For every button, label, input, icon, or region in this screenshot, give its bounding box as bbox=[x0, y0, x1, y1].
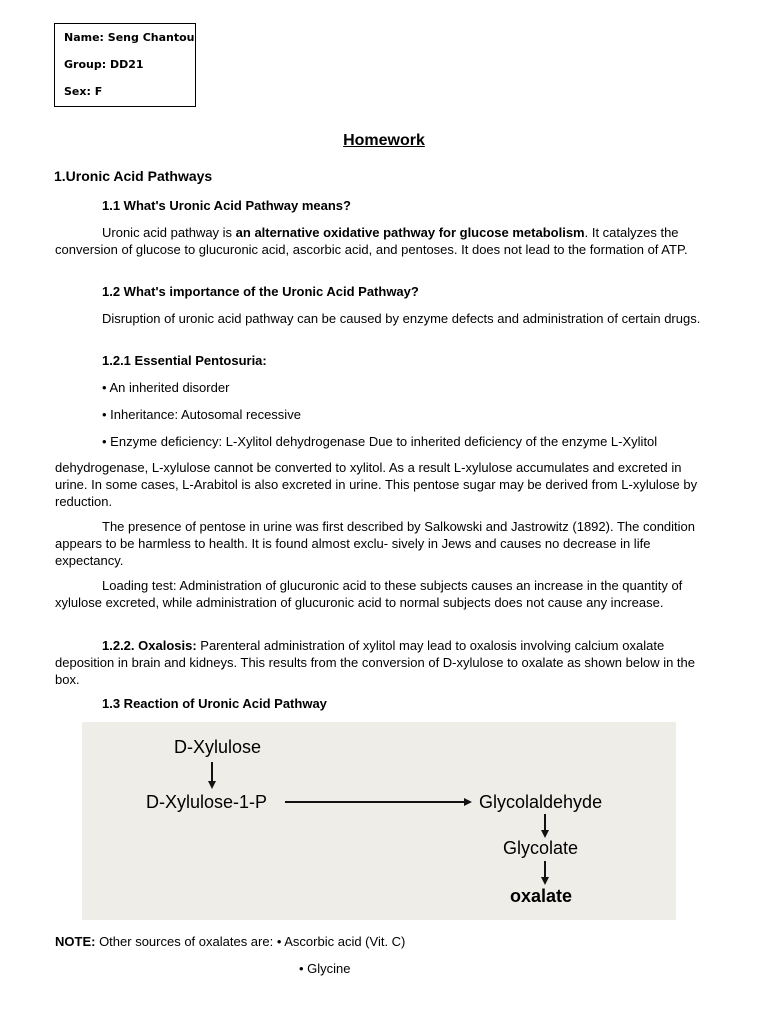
bullet-item: • An inherited disorder bbox=[102, 380, 230, 395]
pentose-presence-paragraph: The presence of pentose in urine was first described by Salkowski and Jastrowitz (1892). The condition appears to be harmless to health. It is found almost exclu- sively in Jews and causes no decrease in life expectancy. bbox=[55, 519, 696, 568]
question-1-1-answer: Uronic acid pathway is an alternative oxidative pathway for glucose metabolism. It catalyzes the conversion of glucose to glucuronic acid, ascorbic acid, and pentoses. It does not lead to the formation of ATP. bbox=[55, 225, 688, 257]
loading-test-paragraph: Loading test: Administration of glucuronic acid to these subjects causes an increase in the quantity of xylulose excreted, while administration of glucuronic acid to normal subjects does not cause any increase. bbox=[55, 578, 683, 610]
student-info-box bbox=[54, 23, 196, 107]
student-group: Group: DD21 bbox=[64, 58, 144, 71]
reaction-diagram bbox=[82, 722, 676, 920]
oxalosis-label: 1.2.2. Oxalosis: bbox=[102, 638, 197, 653]
pentosuria-continuation: dehydrogenase, L-xylulose cannot be converted to xylitol. As a result L-xylulose accumulates and excreted in urine. In some cases, L-Arabitol is also excreted in urine. This pentose sugar may be derived from L-xylulose by reduction. bbox=[55, 460, 698, 509]
question-1-2-heading: 1.2 What's importance of the Uronic Acid Pathway? bbox=[102, 284, 419, 299]
page-title: Homework bbox=[343, 132, 425, 149]
student-name: Name: Seng Chantou bbox=[64, 31, 195, 44]
question-1-1-heading: 1.1 What's Uronic Acid Pathway means? bbox=[102, 198, 351, 213]
pentosuria-heading: 1.2.1 Essential Pentosuria: bbox=[102, 353, 267, 368]
reaction-heading: 1.3 Reaction of Uronic Acid Pathway bbox=[102, 696, 327, 711]
student-sex: Sex: F bbox=[64, 85, 103, 98]
note-bullet-glycine: • Glycine bbox=[299, 961, 351, 976]
compound-glycolaldehyde: Glycolaldehyde bbox=[479, 792, 603, 812]
section-heading: 1.Uronic Acid Pathways bbox=[54, 168, 213, 184]
bullet-item: • Enzyme deficiency: L-Xylitol dehydrogenase Due to inherited deficiency of the enzyme L-Xylitol bbox=[102, 434, 658, 449]
compound-oxalate: oxalate bbox=[510, 886, 573, 906]
oxalosis-paragraph: 1.2.2. Oxalosis: Parenteral administration of xylitol may lead to oxalosis involving calcium oxalate deposition in brain and kidneys. This results from the conversion of D-xylulose to oxalate as shown below in the box. bbox=[55, 638, 695, 687]
question-1-2-answer: Disruption of uronic acid pathway can be caused by enzyme defects and administration of certain drugs. bbox=[102, 311, 701, 326]
compound-glycolate: Glycolate bbox=[503, 838, 579, 858]
compound-d-xylulose: D-Xylulose bbox=[174, 737, 262, 757]
note-line: NOTE: Other sources of oxalates are: • Ascorbic acid (Vit. C) bbox=[55, 934, 406, 949]
highlight-text: an alternative oxidative pathway for glucose metabolism bbox=[235, 225, 585, 240]
compound-d-xylulose-1-p: D-Xylulose-1-P bbox=[146, 792, 268, 812]
bullet-item: • Inheritance: Autosomal recessive bbox=[102, 407, 301, 422]
reaction-arrows bbox=[82, 722, 676, 920]
note-label: NOTE: bbox=[55, 934, 96, 949]
